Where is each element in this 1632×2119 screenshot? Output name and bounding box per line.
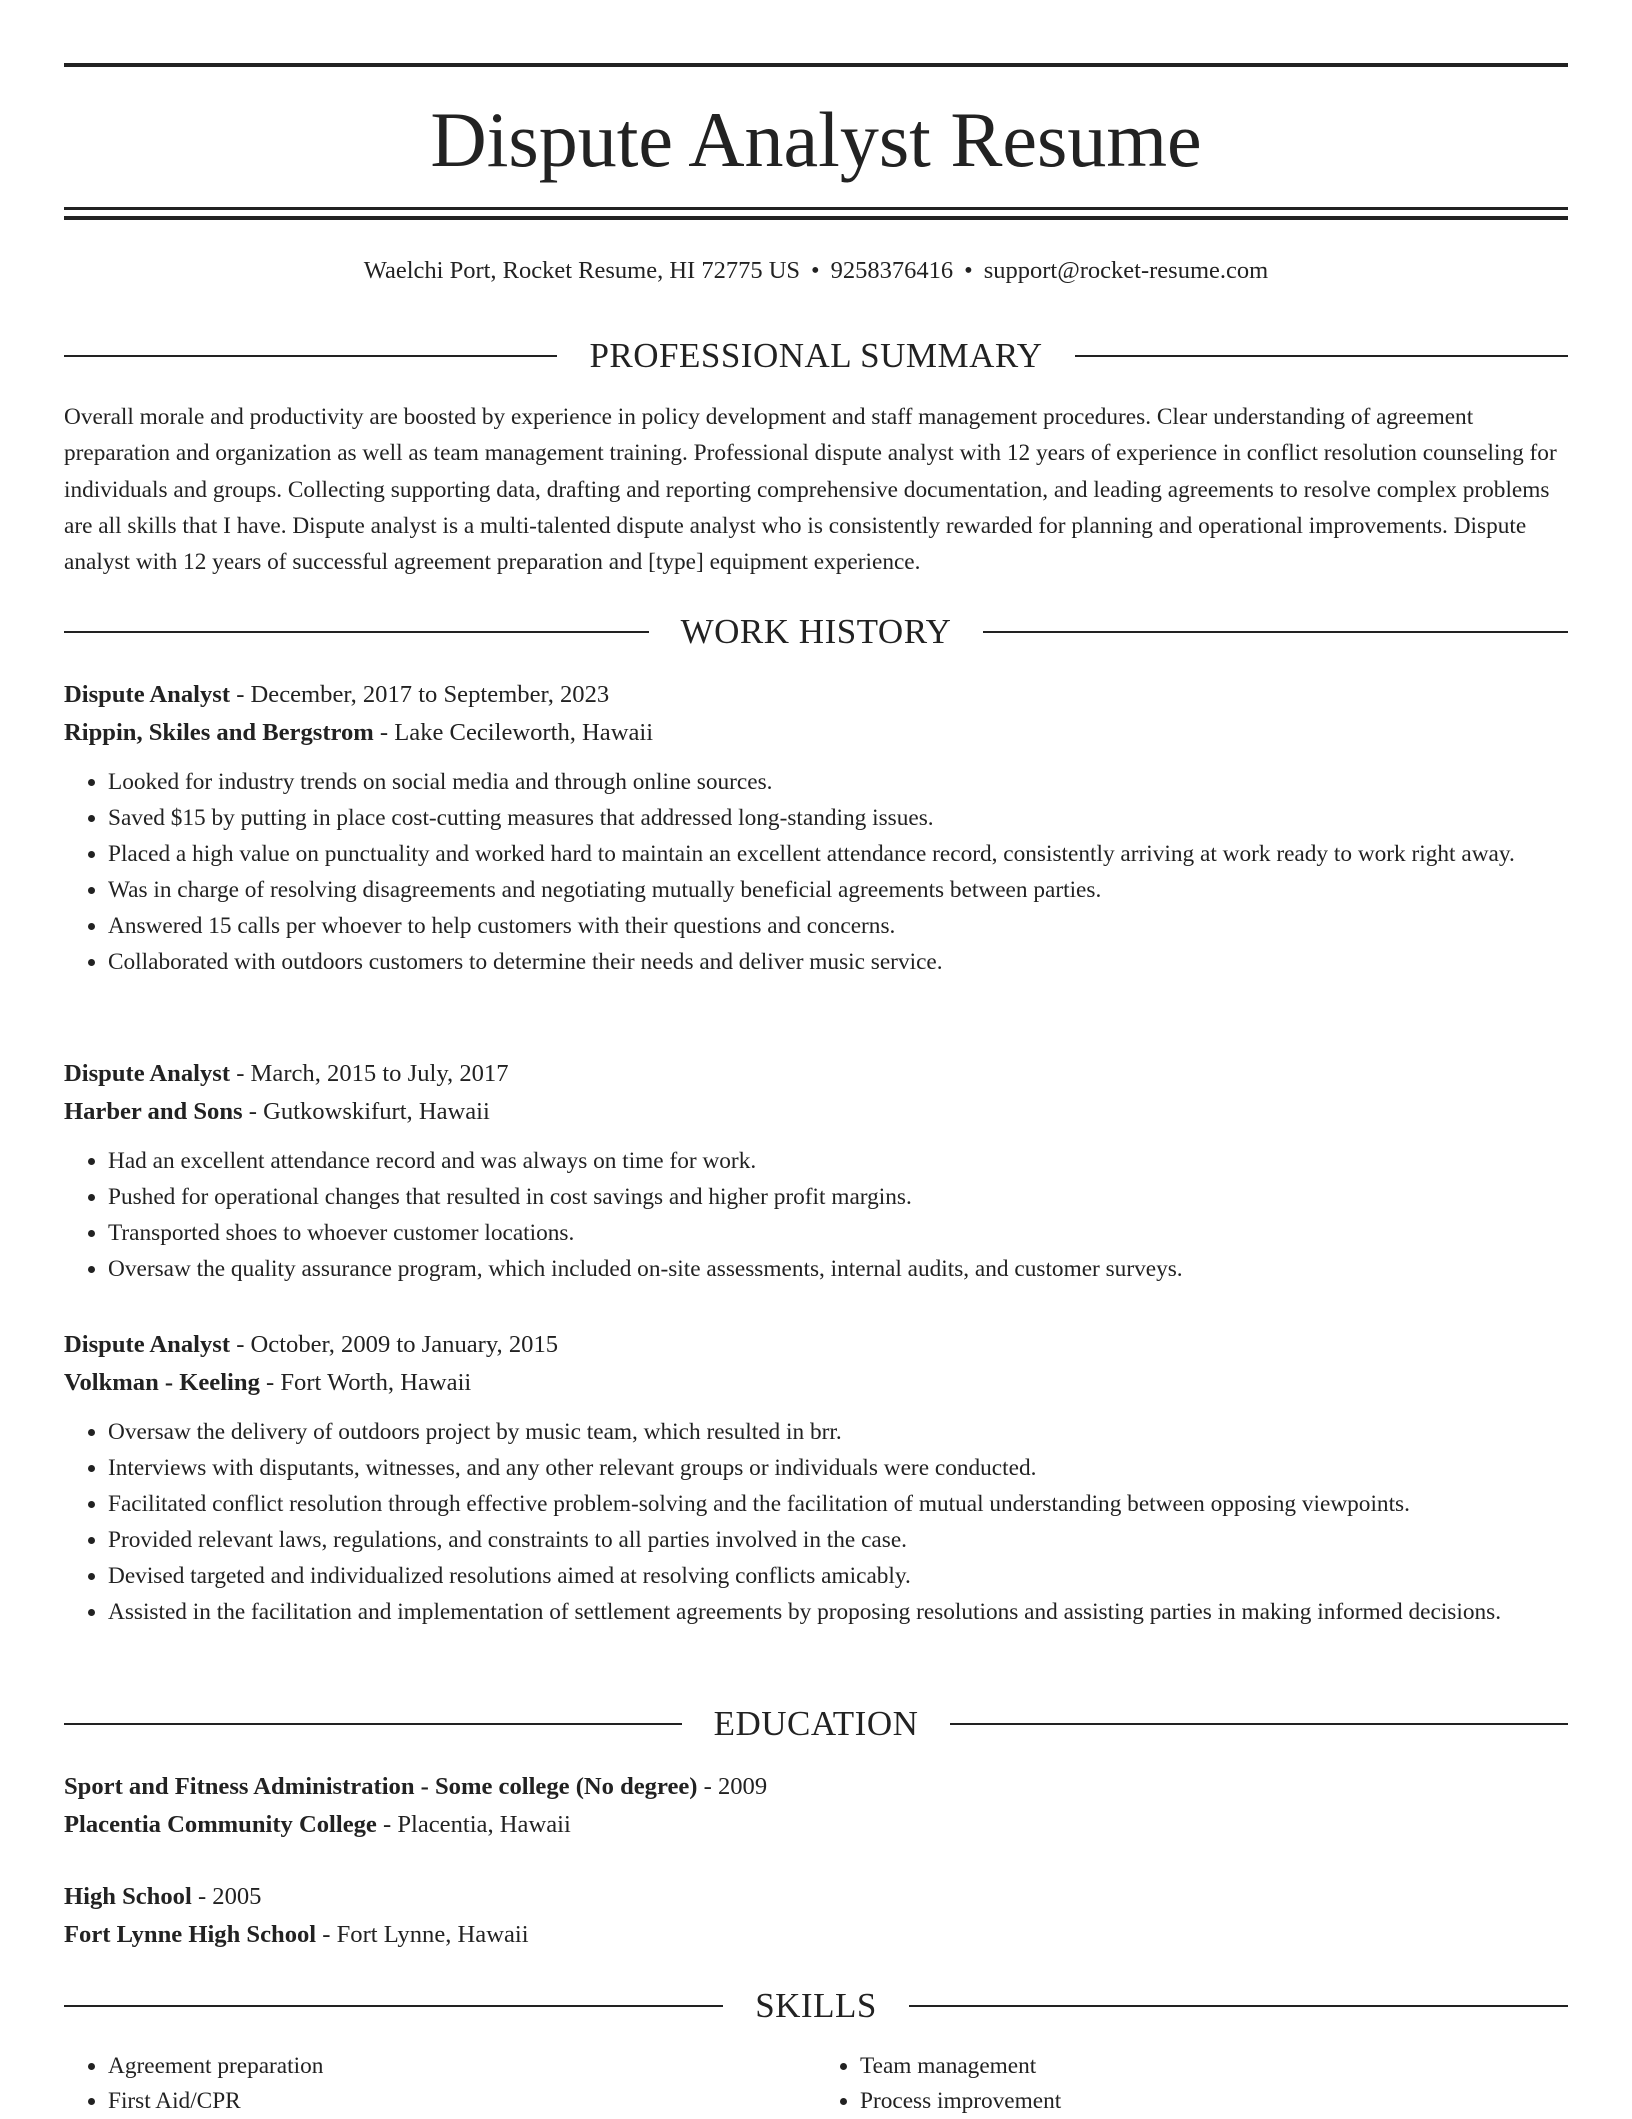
job-company-line — [64, 714, 1568, 752]
job-title-line — [64, 676, 1568, 714]
list-item: • Interviews with disputants, witnesses, and any other relevant groups or individuals were conducted. — [108, 1450, 1568, 1486]
list-item: • Had an excellent attendance record and was always on time for work. — [108, 1143, 1568, 1179]
job-bullets — [64, 1143, 1568, 1287]
job-company: Volkman - Keeling — [64, 1369, 260, 1396]
contact-separator: • — [964, 257, 973, 284]
education-location: - Placentia, Hawaii — [376, 1811, 571, 1838]
section-title: SKILLS — [755, 1986, 877, 2025]
skills-grid — [64, 2049, 1568, 2119]
list-item: • Answered 15 calls per whoever to help customers with their questions and concerns. — [108, 908, 1568, 944]
section-heading-skills — [64, 1986, 1568, 2026]
education-entry — [64, 1768, 1568, 1844]
list-item: • Devised targeted and individualized resolutions aimed at resolving conflicts amicably. — [108, 1558, 1568, 1594]
title-rule-lower — [64, 216, 1568, 220]
job-dates: - October, 2009 to January, 2015 — [230, 1331, 559, 1358]
top-rule — [64, 63, 1568, 67]
job-dates: - December, 2017 to September, 2023 — [230, 681, 610, 708]
education-school: Placentia Community College — [64, 1811, 377, 1838]
job-title-line — [64, 1055, 1568, 1093]
divider-line — [983, 631, 1568, 633]
job-location: - Gutkowskifurt, Hawaii — [242, 1098, 490, 1125]
job-title: Dispute Analyst — [64, 1331, 231, 1358]
page-title: Dispute Analyst Resume — [430, 96, 1202, 183]
education-entry — [64, 1878, 1568, 1954]
section-heading-work-history — [64, 612, 1568, 652]
job-location: - Lake Cecileworth, Hawaii — [373, 719, 654, 746]
job-title: Dispute Analyst — [64, 681, 231, 708]
education-degree: Sport and Fitness Administration - Some college (No degree) — [64, 1773, 698, 1800]
skills-column-right — [816, 2049, 1568, 2119]
list-item: • Oversaw the delivery of outdoors project by music team, which resulted in brr. — [108, 1414, 1568, 1450]
contact-email: support@rocket-resume.com — [983, 257, 1269, 284]
education-degree-line — [64, 1878, 1568, 1916]
job-company: Rippin, Skiles and Bergstrom — [64, 719, 374, 746]
skill-item: • First Aid/CPR — [108, 2084, 816, 2119]
job-bullets — [64, 1414, 1568, 1630]
section-title: WORK HISTORY — [680, 612, 952, 651]
job-dates: - March, 2015 to July, 2017 — [230, 1060, 509, 1087]
skills-column-left — [64, 2049, 816, 2119]
job-company: Harber and Sons — [64, 1098, 243, 1125]
skill-item: • Agreement preparation — [108, 2049, 816, 2084]
divider-line — [64, 1723, 682, 1725]
list-item: • Saved $15 by putting in place cost-cutting measures that addressed long-standing issues. — [108, 800, 1568, 836]
list-item: • Oversaw the quality assurance program, which included on-site assessments, internal audits, and customer surveys. — [108, 1251, 1568, 1287]
divider-line — [64, 631, 649, 633]
contact-address: Waelchi Port, Rocket Resume, HI 72775 US — [363, 257, 801, 284]
job-location: - Fort Worth, Hawaii — [259, 1369, 472, 1396]
education-degree: High School — [64, 1883, 192, 1910]
list-item: • Facilitated conflict resolution through effective problem-solving and the facilitation of mutual understanding between opposing viewpoints. — [108, 1486, 1568, 1522]
job-company-line — [64, 1364, 1568, 1402]
list-item: • Provided relevant laws, regulations, and constraints to all parties involved in the case. — [108, 1522, 1568, 1558]
section-heading-education — [64, 1704, 1568, 1744]
job-company-line — [64, 1093, 1568, 1131]
section-heading-summary — [64, 336, 1568, 376]
job-bullets — [64, 764, 1568, 980]
summary-paragraph: Overall morale and productivity are boosted by experience in policy development and staff management procedures. Clear understanding of agreement preparation and organization as well as team management training. Professional dispute analyst with 12 years of experience in conflict resolution counseling for individuals and groups. Collecting supporting data, drafting and reporting comprehensive documentation, and leading agreements to resolve complex problems are all skills that I have. Dispute analyst is a multi-talented dispute analyst who is consistently rewarded for planning and operational improvements. Dispute analyst with 12 years of successful agreement preparation and [type] equipment experience. — [64, 404, 1557, 576]
divider-line — [1075, 355, 1568, 357]
list-item: • Pushed for operational changes that resulted in cost savings and higher profit margins. — [108, 1179, 1568, 1215]
list-item: • Assisted in the facilitation and implementation of settlement agreements by proposing resolutions and assisting parties in making informed decisions. — [108, 1594, 1568, 1630]
job-title-line — [64, 1326, 1568, 1364]
education-school-line — [64, 1806, 1568, 1844]
list-item: • Transported shoes to whoever customer locations. — [108, 1215, 1568, 1251]
job-entry — [64, 676, 1568, 980]
contact-phone: 9258376416 — [830, 257, 954, 284]
section-title: PROFESSIONAL SUMMARY — [589, 336, 1043, 375]
divider-line — [64, 355, 557, 357]
title-rule-upper — [64, 207, 1568, 210]
skill-item: • Process improvement — [860, 2084, 1568, 2119]
list-item: • Looked for industry trends on social media and through online sources. — [108, 764, 1568, 800]
list-item: • Was in charge of resolving disagreements and negotiating mutually beneficial agreements between parties. — [108, 872, 1568, 908]
job-title: Dispute Analyst — [64, 1060, 231, 1087]
divider-line — [64, 2005, 723, 2007]
education-year: - 2005 — [191, 1883, 262, 1910]
contact-line — [64, 255, 1568, 287]
job-entry — [64, 1326, 1568, 1630]
job-entry — [64, 1055, 1568, 1287]
list-item: • Collaborated with outdoors customers to determine their needs and deliver music service. — [108, 944, 1568, 980]
education-year: - 2009 — [697, 1773, 768, 1800]
section-title: EDUCATION — [713, 1704, 919, 1743]
education-degree-line — [64, 1768, 1568, 1806]
education-school-line — [64, 1916, 1568, 1954]
list-item: • Placed a high value on punctuality and worked hard to maintain an excellent attendance record, consistently arriving at work ready to work right away. — [108, 836, 1568, 872]
divider-line — [950, 1723, 1568, 1725]
contact-separator: • — [811, 257, 820, 284]
education-location: - Fort Lynne, Hawaii — [316, 1921, 529, 1948]
divider-line — [909, 2005, 1568, 2007]
skill-item: • Team management — [860, 2049, 1568, 2084]
education-school: Fort Lynne High School — [64, 1921, 317, 1948]
